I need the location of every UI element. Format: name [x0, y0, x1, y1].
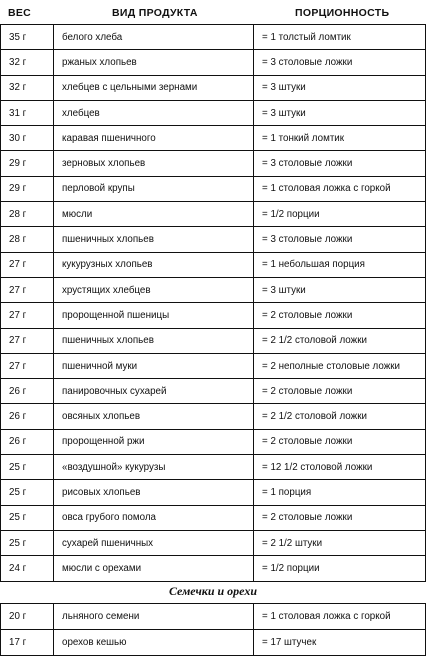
header-serving: ПОРЦИОННОСТЬ: [295, 7, 390, 19]
table-row: [1, 176, 426, 201]
serving-cell: = 2 столовые ложки: [254, 429, 426, 454]
weight-cell: 30 г: [1, 126, 54, 151]
serving-cell: = 2 1/2 столовой ложки: [254, 328, 426, 353]
table-row: [1, 530, 426, 555]
serving-cell: = 2 1/2 столовой ложки: [254, 404, 426, 429]
table-row: [1, 151, 426, 176]
serving-cell: = 3 столовые ложки: [254, 151, 426, 176]
weight-cell: 32 г: [1, 50, 54, 75]
product-cell: кукурузных хлопьев: [54, 252, 254, 277]
product-cell: панировочных сухарей: [54, 379, 254, 404]
product-cell: хлебцев с цельными зернами: [54, 75, 254, 100]
product-cell: каравая пшеничного: [54, 126, 254, 151]
product-cell: белого хлеба: [54, 25, 254, 50]
table-row: [1, 379, 426, 404]
table-row: [1, 126, 426, 151]
serving-cell: = 3 столовые ложки: [254, 50, 426, 75]
serving-cell: = 3 штуки: [254, 100, 426, 125]
serving-cell: = 1 толстый ломтик: [254, 25, 426, 50]
weight-cell: 31 г: [1, 100, 54, 125]
weight-cell: 28 г: [1, 202, 54, 227]
table-row: [1, 455, 426, 480]
product-cell: льняного семени: [54, 604, 254, 630]
weight-cell: 27 г: [1, 277, 54, 302]
table-header: [0, 0, 426, 24]
weight-cell: 28 г: [1, 227, 54, 252]
table-row: [1, 556, 426, 581]
product-cell: хлебцев: [54, 100, 254, 125]
serving-cell: = 12 1/2 столовой ложки: [254, 455, 426, 480]
table-row: [1, 630, 426, 656]
weight-cell: 26 г: [1, 429, 54, 454]
serving-cell: = 2 1/2 штуки: [254, 530, 426, 555]
serving-cell: = 3 штуки: [254, 277, 426, 302]
product-cell: перловой крупы: [54, 176, 254, 201]
product-cell: овсяных хлопьев: [54, 404, 254, 429]
serving-cell: = 1 столовая ложка с горкой: [254, 176, 426, 201]
serving-cell: = 2 неполные столовые ложки: [254, 353, 426, 378]
table-row: [1, 404, 426, 429]
table-row: [1, 100, 426, 125]
product-cell: зерновых хлопьев: [54, 151, 254, 176]
table-row: [1, 604, 426, 630]
serving-cell: = 1 небольшая порция: [254, 252, 426, 277]
weight-cell: 24 г: [1, 556, 54, 581]
serving-cell: = 2 столовые ложки: [254, 379, 426, 404]
product-cell: рисовых хлопьев: [54, 480, 254, 505]
product-cell: ржаных хлопьев: [54, 50, 254, 75]
product-cell: «воздушной» кукурузы: [54, 455, 254, 480]
header-product: ВИД ПРОДУКТА: [112, 7, 198, 19]
weight-cell: 35 г: [1, 25, 54, 50]
serving-cell: = 2 столовые ложки: [254, 505, 426, 530]
product-cell: сухарей пшеничных: [54, 530, 254, 555]
table-row: [1, 303, 426, 328]
table-row: [1, 505, 426, 530]
serving-cell: = 1 тонкий ломтик: [254, 126, 426, 151]
weight-cell: 20 г: [1, 604, 54, 630]
product-cell: пшеничной муки: [54, 353, 254, 378]
table-row: [1, 429, 426, 454]
weight-cell: 27 г: [1, 353, 54, 378]
serving-cell: = 1 порция: [254, 480, 426, 505]
product-cell: пшеничных хлопьев: [54, 227, 254, 252]
product-cell: мюсли с орехами: [54, 556, 254, 581]
section-title: Семечки и орехи: [168, 584, 258, 598]
table-row: [1, 50, 426, 75]
weight-cell: 29 г: [1, 151, 54, 176]
table-row: [1, 252, 426, 277]
grains-table: [0, 24, 426, 582]
weight-cell: 32 г: [1, 75, 54, 100]
table-row: [1, 277, 426, 302]
serving-cell: = 3 штуки: [254, 75, 426, 100]
weight-cell: 27 г: [1, 252, 54, 277]
serving-cell: = 1/2 порции: [254, 556, 426, 581]
serving-cell: = 17 штучек: [254, 630, 426, 656]
serving-cell: = 2 столовые ложки: [254, 303, 426, 328]
header-weight: ВЕС: [8, 7, 32, 19]
weight-cell: 27 г: [1, 328, 54, 353]
product-cell: пророщенной ржи: [54, 429, 254, 454]
table-row: [1, 328, 426, 353]
serving-cell: = 1/2 порции: [254, 202, 426, 227]
weight-cell: 25 г: [1, 505, 54, 530]
weight-cell: 26 г: [1, 404, 54, 429]
product-cell: пророщенной пшеницы: [54, 303, 254, 328]
seeds-table: [0, 603, 426, 656]
product-cell: хрустящих хлебцев: [54, 277, 254, 302]
weight-cell: 17 г: [1, 630, 54, 656]
weight-cell: 29 г: [1, 176, 54, 201]
weight-cell: 25 г: [1, 480, 54, 505]
weight-cell: 25 г: [1, 530, 54, 555]
table-row: [1, 75, 426, 100]
weight-cell: 27 г: [1, 303, 54, 328]
weight-cell: 25 г: [1, 455, 54, 480]
product-cell: овса грубого помола: [54, 505, 254, 530]
product-cell: мюсли: [54, 202, 254, 227]
table-row: [1, 25, 426, 50]
table-row: [1, 202, 426, 227]
table-row: [1, 227, 426, 252]
product-cell: орехов кешью: [54, 630, 254, 656]
table-row: [1, 353, 426, 378]
weight-cell: 26 г: [1, 379, 54, 404]
product-cell: пшеничных хлопьев: [54, 328, 254, 353]
table-row: [1, 480, 426, 505]
serving-cell: = 1 столовая ложка с горкой: [254, 604, 426, 630]
serving-cell: = 3 столовые ложки: [254, 227, 426, 252]
